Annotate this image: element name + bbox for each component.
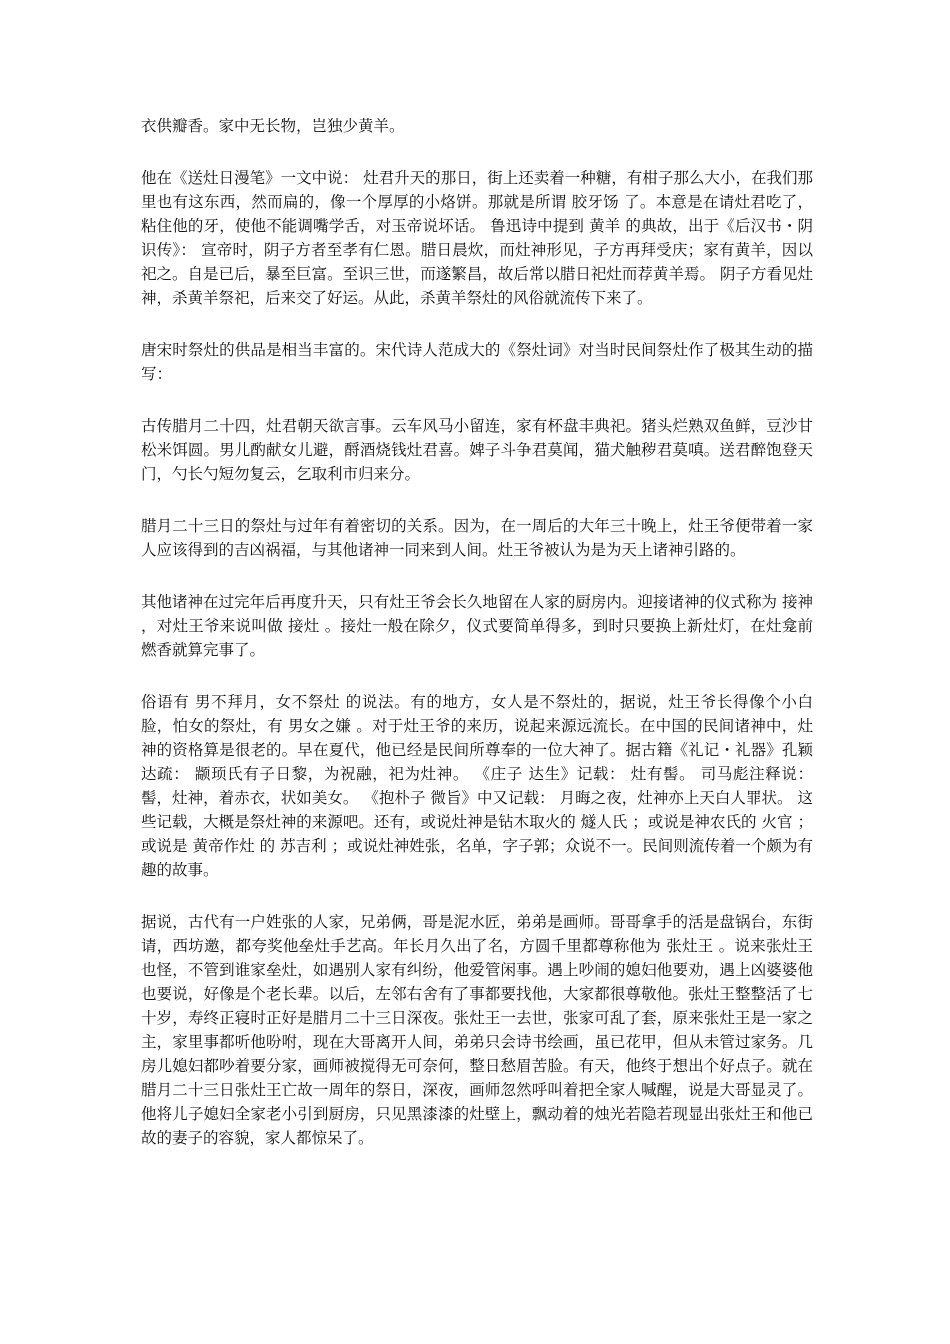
paragraph-2: 他在《送灶日漫笔》一文中说： 灶君升天的那日，街上还卖着一种糖，有柑子那么大小，在我们那里也有这东西，然而扁的，像一个厚厚的小烙饼。那就是所谓 胶牙饧 了。本意是在请灶君吃了，粘住他的牙，使他不能调嘴学舌，对玉帝说坏话。 鲁迅诗中提到 黄羊 的典故，出于《后汉书・阴识传》： 宣帝时，阴子方者至孝有仁恩。腊日晨炊，而灶神形见，子方再拜受庆；家有黄羊，因以祀之。自是已后，暴至巨富。至识三世，而遂繁昌，故后常以腊日祀灶而荐黄羊焉。 阴子方看见灶神，杀黄羊祭祀，后来交了好运。从此，杀黄羊祭灶的风俗就流传下来了。 (141, 169, 813, 307)
paragraph-6: 其他诸神在过完年后再度升天，只有灶王爷会长久地留在人家的厨房内。迎接诸神的仪式称为 接神 ，对灶王爷来说叫做 接灶 。接灶一般在除夕，仪式要简单得多，到时只要换上新灶灯，在灶龛前燃香就算完事了。 (141, 593, 818, 659)
paragraph-3: 唐宋时祭灶的供品是相当丰富的。宋代诗人范成大的《祭灶词》对当时民间祭灶作了极其生动的描写： (141, 341, 813, 383)
paragraph-8: 据说，古代有一户姓张的人家，兄弟俩，哥是泥水匠，弟弟是画师。哥哥拿手的活是盘锅台，东街请，西坊邀，都夸奖他垒灶手艺高。年长月久出了名，方圆千里都尊称他为 张灶王 。说来张灶王也怪，不管到谁家垒灶，如遇别人家有纠纷，他爱管闲事。遇上吵闹的媳妇他要劝，遇上凶婆婆他也要说，好像是个老长辈。以后，左邻右舍有了事都要找他，大家都很尊敬他。张灶王整整活了七十岁，寿终正寝时正好是腊月二十三日深夜。张灶王一去世，张家可乱了套，原来张灶王是一家之主，家里事都听他吩咐，现在大哥离开人间，弟弟只会诗书绘画，虽已花甲，但从未管过家务。几房儿媳妇都吵着要分家，画师被搅得无可奈何，整日愁眉苦脸。有天，他终于想出个好点子。就在腊月二十三日张灶王亡故一周年的祭日，深夜，画师忽然呼叫着把全家人喊醒，说是大哥显灵了。他将儿子媳妇全家老小引到厨房，只见黑漆漆的灶壁上，飘动着的烛光若隐若现显出张灶王和他已故的妻子的容貌，家人都惊呆了。 (141, 913, 813, 1147)
paragraph-1: 衣供瓣香。家中无长物，岂独少黄羊。 (141, 117, 405, 135)
document-body (141, 114, 818, 1178)
paragraph-5: 腊月二十三日的祭灶与过年有着密切的关系。因为，在一周后的大年三十晚上，灶王爷便带着一家人应该得到的吉凶祸福，与其他诸神一同来到人间。灶王爷被认为是为天上诸神引路的。 (141, 517, 813, 559)
paragraph-7: 俗语有 男不拜月，女不祭灶 的说法。有的地方，女人是不祭灶的，据说，灶王爷长得像个小白脸，怕女的祭灶，有 男女之嫌 。对于灶王爷的来历，说起来源远流长。在中国的民间诸神中，灶神的资格算是很老的。早在夏代，他已经是民间所尊奉的一位大神了。据古籍《礼记・礼器》孔颖达疏： 颛顼氏有子日黎，为祝融，祀为灶神。 《庄子 达生》记载： 灶有髻。 司马彪注释说： 髻，灶神，着赤衣，状如美女。 《抱朴子 微旨》中又记载： 月晦之夜，灶神亦上天白人罪状。 这些记载，大概是祭灶神的来源吧。还有，或说灶神是钻木取火的 燧人氏 ；或说是神农氏的 火官 ；或说是 黄帝作灶 的 苏吉利 ；或说灶神姓张，名单，字子郭；众说不一。民间则流传着一个颇为有趣的故事。 (141, 693, 818, 879)
paragraph-4-poem: 古传腊月二十四，灶君朝天欲言事。云车风马小留连，家有杯盘丰典祀。猪头烂熟双鱼鲜，豆沙甘松米饵圆。男儿酌献女儿避，酹酒烧钱灶君喜。婢子斗争君莫闻，猫犬触秽君莫嗔。送君醉饱登天门，勺长勺短勿复云，乞取利市归来分。 (141, 417, 813, 483)
